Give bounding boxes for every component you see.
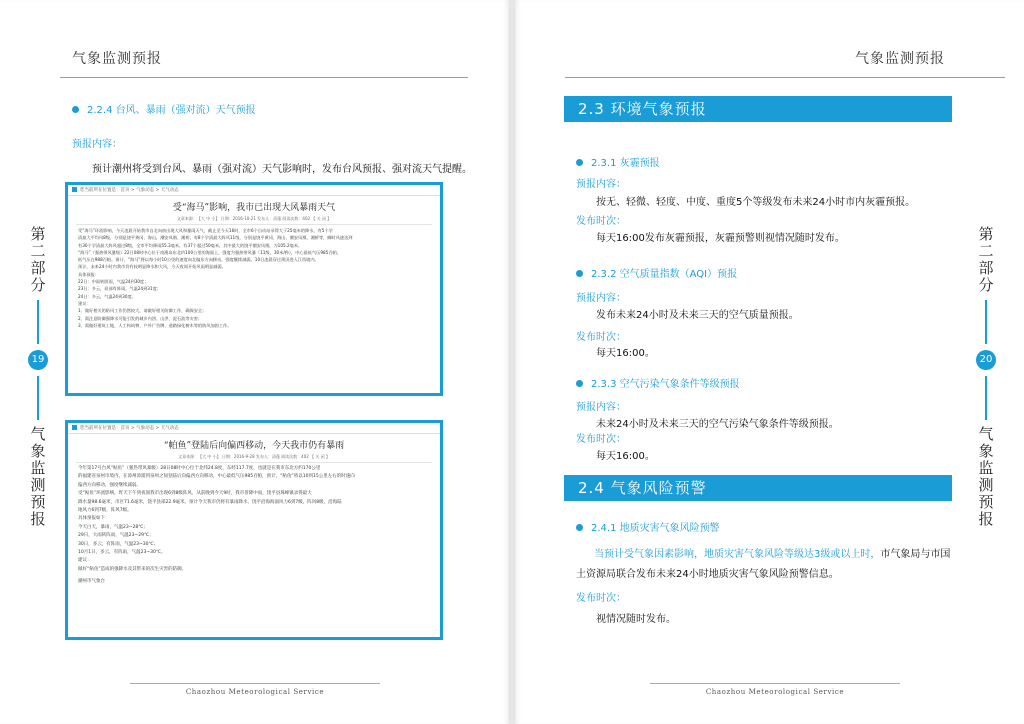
- side-char: 预: [978, 493, 994, 511]
- side-char: 气: [978, 425, 994, 443]
- left-page: [0, 0, 511, 724]
- article-meta: 文章来源：【大 中 小】 日期：2016-9-28 发布人：清蓬 阅读次数：402 【 关 闭 】: [178, 454, 330, 459]
- side-char: 二: [978, 242, 994, 260]
- release-time-label: 发布时次：: [576, 216, 626, 227]
- warning-paragraph-black: 市气象局与市国: [880, 549, 951, 560]
- breadcrumb-text: 您当前所在位置是：首页 > 气象动态 > 天气动态: [80, 188, 179, 193]
- side-char: 部: [30, 259, 46, 277]
- section-bar-2-4: 2.4 气象风险预警: [564, 475, 952, 501]
- forecast-content-text: 发布未来24小时及未来三天的空气质量预报。: [596, 310, 799, 321]
- article-line: 地风力6到7级，阵风7级。: [78, 508, 132, 514]
- section-title-text: 2.3.1 灰霾预报: [591, 158, 660, 169]
- article-line: “海马”（强热带风暴级）22日08时中心位于南澳岛东北约100公里的海面上，强度为强热带风暴（11级，30米/秒），中心最低气压985百帕。: [78, 249, 341, 255]
- article-meta: 文章来源：【大 中 小】 日期：2016-10-21 发布人：清蓬 阅读次数：402 【 关 闭 】: [176, 216, 332, 221]
- release-time-text: 视情况随时发布。: [596, 614, 676, 625]
- release-time-label: 发布时次：: [576, 434, 626, 445]
- article-line: 低气压在988百帕。预计，“海马”将以每小时10公里的速度向北偏东方向移动，强度继续减弱。10日凌晨穿过莆田进入江西境内。: [78, 257, 319, 263]
- side-char: 第: [30, 225, 46, 243]
- article-body: [68, 465, 440, 574]
- side-char: 监: [30, 459, 46, 477]
- release-time-label: 发布时次：: [576, 593, 626, 604]
- section-title-2-3-3: [576, 375, 740, 390]
- side-line: [37, 376, 39, 420]
- side-char: 报: [978, 510, 994, 528]
- article-line: 1、做好相关的防风工作仍然较大，请做好相关防御工作，确保安全；: [78, 308, 207, 314]
- side-char: 测: [978, 476, 994, 494]
- news-screenshot-meranti: [65, 420, 443, 640]
- footer-rule: [650, 683, 900, 684]
- divider: [76, 224, 432, 225]
- side-char: 监: [978, 459, 994, 477]
- section-title-2-4-1: [576, 519, 720, 534]
- article-line: 30日，多云，有阵雨，气温23~30℃；: [78, 541, 159, 547]
- side-char: 测: [30, 476, 46, 494]
- bullet-dot-icon: [72, 106, 79, 113]
- article-title: 受“海马”影响，我市已出现大风暴雨天气: [172, 203, 336, 213]
- article-line: 受“海马”环流影响，今天凌晨开始我市自北向南出现大风和暴雨天气，截止至今天16时，全市6个自动站录得大于25毫米的降水，有5个学: [78, 228, 333, 233]
- side-char: 象: [978, 442, 994, 460]
- side-char: 分: [978, 276, 994, 294]
- side-char: 象: [30, 442, 46, 460]
- forecast-content-text: 预计潮州将受到台风、暴雨（强对流）天气影响时，发布台风预报、强对流天气提醒。: [92, 164, 472, 175]
- article-line: 23日：多云，局部有阵雨，气温24到31度；: [78, 286, 161, 292]
- section-title-2-3-1: [576, 154, 660, 169]
- article-title: “帕鱼”登陆后向偏西移动，今天我市仍有暴雨: [163, 441, 345, 451]
- article-line: 预计，未来24小时内我市仍有较明显降水和大风，今天夜间开始风雨明显减弱。: [78, 264, 226, 270]
- side-line: [37, 300, 39, 344]
- forecast-content-label: 预报内容：: [72, 139, 122, 150]
- divider: [76, 462, 432, 463]
- article-line: 清最大平均风8级，分别是饶平黄冈、海山，潮安凤凰、湘桥；有8个学清最大阵风11级，分别是饶平黄冈、海山、潮安凤凰、湘桥等，瞬时风速达到: [78, 235, 353, 241]
- side-char: 气: [30, 425, 46, 443]
- warning-paragraph-line2: 土资源局联合发布未来24小时地质灾害气象风险预警信息。: [576, 569, 839, 580]
- section-title-2-2-4: [72, 101, 256, 116]
- side-line: [985, 376, 987, 420]
- section-title-text: 2.3.3 空气污染气象条件等级预报: [591, 379, 740, 390]
- article-line: 3、需做好建筑工地、人工构筑物、户外广告牌、道路绿化树木等的防风加固工作。: [78, 322, 232, 328]
- article-line: 10月1日，多云，有阵雨，气温23~30℃。: [78, 550, 166, 556]
- bullet-dot-icon: [576, 159, 583, 166]
- side-char: 报: [30, 510, 46, 528]
- article-line: 受“鲇鱼”环流影响，昨天下午到夜间我市出现6到8级阵风，从前晚到今天9时，我市普降中雨，饶平县珠峰镇录得最大: [78, 491, 312, 497]
- article-line: 29日，大雨转阵雨，气温23~29℃；: [78, 533, 154, 539]
- side-char: 部: [978, 259, 994, 277]
- article-line: 2、需注意防御强降水可能引发的城乡内涝、山洪、泥石流等灾害；: [78, 315, 203, 321]
- footer-rule: [130, 683, 380, 684]
- release-time-text: 每天16:00发布灰霾预报，灰霾预警则视情况随时发布。: [596, 233, 845, 244]
- forecast-content-text: 按无、轻微、轻度、中度、重度5个等级发布未来24小时市内灰霾预报。: [596, 197, 916, 208]
- article-line: 22日：中雨转阴雨，气温24到30度；: [78, 279, 149, 285]
- article-line: 做好“鲇鱼”造成的强降水及其带来的次生灾害的防御。: [78, 566, 187, 572]
- article-line: 建议：: [78, 558, 92, 564]
- side-char: 分: [30, 276, 46, 294]
- forecast-content-label: 预报内容：: [576, 179, 626, 190]
- breadcrumb: [68, 185, 440, 196]
- part-side-tab: [26, 226, 50, 528]
- page-header: 气象监测预报: [855, 51, 945, 67]
- breadcrumb-text: 您当前所在位置是：首页 > 气象动态 > 天气动态: [80, 426, 179, 431]
- header-divider: [565, 77, 1005, 78]
- article-line: 偏西方向移动，强度继续减弱。: [78, 482, 141, 488]
- forecast-content-text: 未来24小时及未来三天的空气污染气象条件等级预报。: [596, 419, 839, 430]
- release-time-text: 每天16:00。: [596, 451, 655, 462]
- article-line: 今年第17号台风“鲇鱼”（强热带风暴级）28日08时中心位于北纬24.8度，东经117.7度，也就是在我市东北方约170公里: [78, 466, 321, 471]
- side-char: 二: [30, 242, 46, 260]
- section-title-2-3-2: [576, 265, 737, 280]
- forecast-content-label: 预报内容：: [576, 293, 626, 304]
- article-line: 今天白天，暴雨，气温23~28℃；: [78, 524, 148, 530]
- bullet-dot-icon: [576, 524, 583, 531]
- section-title-text: 2.2.4 台风、暴雨（强对流）天气预报: [87, 105, 256, 116]
- article-line: 具体预报如下：: [78, 516, 110, 522]
- article-line: 建议：: [78, 300, 91, 306]
- article-line: 降水量98.6毫米，市区71.6毫米，饶平县部22.9毫米。预计今天我市仍将有暴雨降水，饶平沿海海面风力6到7级，阵风8级，沿海陆: [78, 499, 342, 505]
- side-char: 第: [978, 225, 994, 243]
- article-line: 具体预报：: [78, 271, 99, 277]
- page-number-badge: 19: [28, 350, 48, 370]
- side-line: [985, 300, 987, 344]
- article-line: 24日：多云，气温24到30度。: [78, 293, 136, 299]
- site-icon: [72, 425, 77, 430]
- site-icon: [72, 187, 77, 192]
- page-number-badge: 20: [976, 350, 996, 370]
- part-side-tab: [974, 226, 998, 528]
- article-footer: 潮州市气象台: [78, 579, 105, 585]
- breadcrumb: [68, 423, 440, 434]
- forecast-content-label: 预报内容：: [576, 402, 626, 413]
- release-time-label: 发布时次：: [576, 332, 626, 343]
- release-time-text: 每天16:00。: [596, 348, 655, 359]
- header-divider: [60, 77, 468, 78]
- page-footer: Chaozhou Meteorological Service: [185, 688, 325, 696]
- warning-paragraph-line1: [594, 545, 950, 560]
- section-title-text: 2.3.2 空气质量指数（AQI）预报: [591, 269, 738, 280]
- bullet-dot-icon: [576, 270, 583, 277]
- page-header: 气象监测预报: [72, 51, 162, 67]
- page-footer: Chaozhou Meteorological Service: [705, 688, 845, 696]
- section-title-text: 2.4.1 地质灾害气象风险预警: [591, 523, 720, 534]
- section-bar-2-3: 2.3 环境气象预报: [564, 96, 952, 122]
- article-line: 的福建省泉州市境内，在漳州漳浦到泉州之间登陆后向偏西方向移动，中心最低气压985百帕，预计，“鲇鱼”将以10到15公里左右的时速向: [78, 474, 355, 480]
- warning-paragraph-blue: 当预计受气象因素影响，地质灾害气象风险等级达3级或以上时，: [594, 549, 881, 560]
- side-char: 预: [30, 493, 46, 511]
- news-screenshot-haima: [65, 182, 443, 396]
- bullet-dot-icon: [576, 380, 583, 387]
- article-body: [68, 227, 440, 329]
- article-line: 有30个学清最大阵风超过8级，全市平均降雨55.3毫米，有37个超过50毫米，其中最大的饶平潮安凤凰，为105.2毫米。: [78, 242, 303, 248]
